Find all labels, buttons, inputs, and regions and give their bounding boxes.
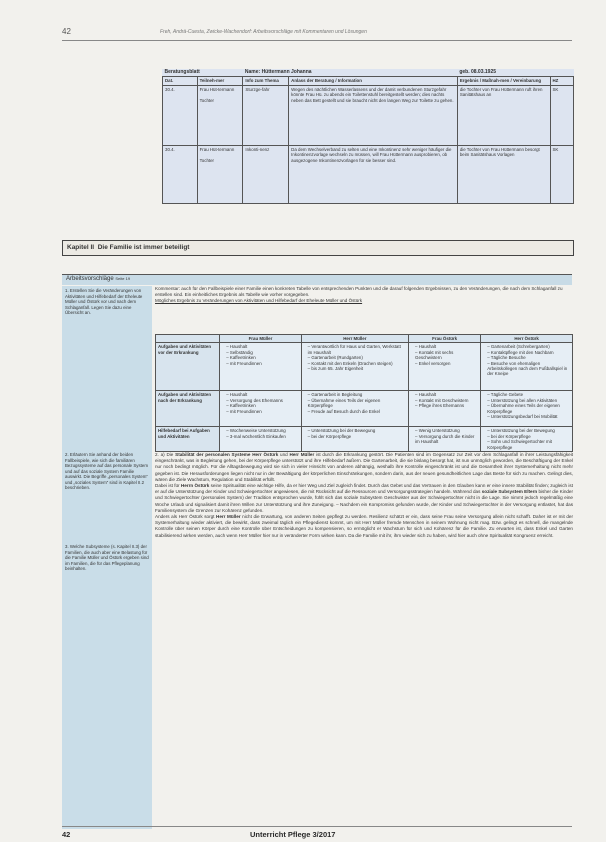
cell-frau-mueller <box>220 343 301 391</box>
beratungsblatt-title-row <box>163 69 574 77</box>
list-item: – Pflege ihres Ehemanns <box>415 403 478 408</box>
beratungsblatt-dob: geb. 08.03.1925 <box>457 69 573 77</box>
list-item: – Übernahme eines Teils der eigenen Körperpflege <box>487 403 570 414</box>
bullet-list <box>304 392 406 414</box>
list-item: – Übernahme eines Teils der eigenen Körperpflege <box>308 398 406 409</box>
cell-herr-mueller <box>301 391 408 427</box>
magazine-title: Unterricht Pflege 3/2017 <box>250 830 336 839</box>
list-item: – Selbständig <box>226 350 298 355</box>
intro-text: Kommentar: auch für den Fallbeispiele einer Familie einen konkreten Tabelle von entsprechenden Punkten und die darauf folgenden Ergebnissen, zu den Veränderungen, die nach dem Schlaganfall zu erstellen sind. Ein einheitliches Ergebnis als Tabelle wie vorher vorgegeben. <box>155 286 563 297</box>
paragraph <box>155 483 573 514</box>
text-run: nicht die Erwartung, von anderen Seiten gepflegt zu werden. Resilienz schätzt er ein, dass seine Frau seine Versorgung allein nicht schafft. Daher ist er mit der Systemerhaltung wieder aktiviert, die bewirkt, dass zweimal täglich ein Pflegedienst kommt, um mit Herr Müller fremde Menschen in seinem Wohnung nicht mag. Bzw. gelingt es schnell, die mangelnde Kontrolle über seinen Körper durch eine Kontrolle über Entscheidungen zu kompensieren, so ermöglicht er Wachstum für sich und Kohärenz für die Familie. Zu erwarten ist, dass Enkel und Garten stabilisierend wirken werden, auch wenn Herr Müller hier nur in veränderter Form wirken kann. Da die Familie mit ihr, ihm wieder sich zu haben, wird hier auch ohne Spiritualität Kongruenz erreicht. <box>155 514 573 538</box>
col-header-frau-ostuerk: Frau Östürk <box>409 335 481 343</box>
text-bold: Herr Müller <box>289 452 315 457</box>
text-bold: soziale Subsystem Eltern <box>481 489 538 495</box>
col-header-result: Ergebnis / Maßnah-men / Vereinbarung <box>457 77 550 85</box>
table-row <box>156 427 573 452</box>
cell-frau-ostuerk <box>409 427 481 452</box>
list-item: – Kontakt mit Geschwistern <box>415 398 478 403</box>
bullet-list <box>483 344 570 376</box>
list-item: – Tägliche Gebete <box>487 392 570 397</box>
cell-topic: Sturzge-fahr <box>243 85 289 145</box>
cell-frau-ostuerk <box>409 391 481 427</box>
list-item: – Haushalt <box>226 344 298 349</box>
col-header-reason: Anlass der Beratung / Information <box>289 77 458 85</box>
row-label: Aufgaben und Aktivitäten vor der Erkrankung <box>156 343 220 391</box>
row-label: Aufgaben und Aktivitäten nach der Erkrankung <box>156 391 220 427</box>
list-item: – Kontaktpflege mit den Nachbarn <box>487 350 570 355</box>
cell-herr-mueller <box>301 427 408 452</box>
intro-block <box>155 286 573 303</box>
list-item: – Enkel versorgen <box>415 361 478 366</box>
chapter-heading <box>67 244 189 251</box>
bullet-list <box>304 344 406 371</box>
cell-herr-ostuerk <box>481 343 573 391</box>
cell-herr-mueller <box>301 343 408 391</box>
cell-participants: Frau Hüt-termann Tochter <box>197 85 243 145</box>
list-item: – Versorgung des Ehemanns <box>226 398 298 403</box>
task-2: 2. Erläutern Sie anhand der beiden Fallbeispiele, wie sich die familiären Bezugssysteme auf das personale System und auf das soziale System Familie auswirkt. Die Begriffe „personales System“ und „soziales System“ sind in Kapitel II.2 beschrieben. <box>65 452 148 490</box>
list-item: – Freude auf Besuch durch die Enkel <box>308 409 406 414</box>
cell-reason: Wegen des nächtlichen Wasserlassens und der damit verbundenen Sturzgefahr könnte Frau Hü. zu abends ein Toilettenstuhl bereitgestellt werden; dies nachts neben das Bett gestellt und sie braucht nicht den langen Weg zur Toilette zu gehen. <box>289 85 458 145</box>
tasks-sidebar <box>62 286 152 829</box>
footer-divider <box>62 826 572 827</box>
cell-date: 30.4. <box>163 85 198 145</box>
text-bold: Herr Müller <box>216 514 241 520</box>
bullet-list <box>222 392 298 414</box>
arbeitsvorschlaege-subtitle: Seite 19 <box>115 276 131 281</box>
chapter-title: Die Familie ist immer beteiligt <box>97 244 190 251</box>
cell-frau-mueller <box>220 427 301 452</box>
list-item: – Gartenarbeit (Schrebergarten) <box>487 344 570 349</box>
col-header-herr-mueller: Herr Müller <box>301 335 408 343</box>
cell-reason: Da dem Wechselverband zu selten und eine Inkontinenz sehr weniger häufiger die Inkontinenzvorlage wechseln zu müssen, will Frau Hüttermann ausprobieren, ob ausgezogene Inkontinenzvorlagen für sie besser sind. <box>289 145 458 203</box>
list-item: – Verantwortlich für Haus und Garten, Werkstatt im Haushalt <box>308 344 406 355</box>
list-item: – Unterstützung bei der Bewegung <box>308 428 406 433</box>
list-item: – 3-mal wöchentlich Einkaufen <box>226 434 298 439</box>
cell-hz: SK <box>550 145 574 203</box>
col-header-date: Dat. <box>163 77 198 85</box>
col-header-herr-ostuerk: Herr Östürk <box>481 335 573 343</box>
col-header-label <box>156 335 220 343</box>
col-header-hz: HZ <box>550 77 574 85</box>
beratungsblatt-name: Name: Hüttermann Johanna <box>243 69 457 77</box>
arbeitsvorschlaege-header <box>62 274 572 285</box>
text-run: 2. a) Die <box>155 452 176 457</box>
table-caption: Mögliches Ergebnis zu Veränderungen von Aktivitäten und Hilfebedarf der Eheleute Müller und Östürk <box>155 297 363 303</box>
bullet-list <box>304 428 406 439</box>
table-row <box>156 343 573 391</box>
list-item: – Haushalt <box>415 392 478 397</box>
beratungsblatt-table <box>162 69 574 204</box>
text-run: und <box>278 452 290 457</box>
table-row <box>163 85 574 145</box>
text-run: Anders als Herr Östürk sorgt <box>155 514 217 520</box>
paragraph <box>155 452 573 483</box>
cell-participants: Frau Hüt-termann Tochter <box>197 145 243 203</box>
cell-result: die Tochter von Frau Hüttermann besorgt beim Sanitätshaus Vorlagen <box>457 145 550 203</box>
cell-frau-ostuerk <box>409 343 481 391</box>
paragraph <box>155 514 573 539</box>
table-row <box>156 391 573 427</box>
list-item: – Besuche von ehemaligen Arbeitskollegen nach dem Fußballspiel in der Kneipe <box>487 361 570 377</box>
list-item: – Unterstützung bei der Bewegung <box>487 428 570 433</box>
chapter-label: Kapitel II <box>67 244 95 251</box>
cell-topic: Inkonti-nenz <box>243 145 289 203</box>
task-3: 3. Welche Subsysteme (s. Kapitel II.3) der Familien, die auch aber eine Belastung für die Familie Müller und Östürk ergeben sind im Familien, die für das Pflegeplanung beinhalten. <box>65 544 149 571</box>
bullet-list <box>483 428 570 450</box>
beratungsblatt-title: Beratungsblatt <box>163 69 243 77</box>
list-item: – Unterstützungsbedarf bei Mobilität <box>487 414 570 419</box>
bullet-list <box>222 344 298 366</box>
header-divider <box>62 40 572 41</box>
list-item: – Wenig Unterstützung <box>415 428 478 433</box>
bullet-list <box>411 344 478 366</box>
bullet-list <box>222 428 298 439</box>
arbeitsvorschlaege-heading <box>66 276 130 282</box>
page-number-footer: 42 <box>62 830 71 839</box>
cell-frau-mueller <box>220 391 301 427</box>
list-item: – bei der Körperpflege <box>487 434 570 439</box>
cell-date: 30.4. <box>163 145 198 203</box>
table-row <box>163 145 574 203</box>
list-item: – Haushalt <box>415 344 478 349</box>
list-item: – Kontakt mit den Enkeln (Drachen steigen) <box>308 361 406 366</box>
cell-herr-ostuerk <box>481 427 573 452</box>
row-label: Hilfebedarf bei Aufgaben und Aktivitäten <box>156 427 220 452</box>
bullet-list <box>411 428 478 444</box>
list-item: – Unterstützung bei allen Aktivitäten <box>487 398 570 403</box>
text-run: Dabei ist für <box>155 483 181 489</box>
text-bold: Herrn Östürk <box>180 483 210 489</box>
list-item: – Kontakt mit sechs Geschwistern <box>415 350 478 361</box>
cell-herr-ostuerk <box>481 391 573 427</box>
running-title: Freh, Andrä-Cuesta, Zwicke-Wachendorf: Arbeitsvorschläge mit Kommentaren und Lösungen <box>160 29 367 35</box>
text-run: ist durch die Erkrankung gestört. Die Patienten sind im Gegensatz zur Zeit vor dem Schlaganfall in ihrer Leistungsfähigkeit eingeschränkt, was in Begleitung gehen, bei der Körperpflege unterstützt und ihre Hilfebedarf äußern. Die Gartenarbeit, die sie bislang besorgt hat, ist nun unmöglich geworden, die Beschäftigung der Enkel nur noch bedingt möglich. Für die Alltagsbewegung wird sie sich in vieler Hinsicht von anderen abhängig, weshalb ihre Kontrolle eingeschränkt ist und die Gesamtheit ihrer Systemerhaltung nicht mehr gegeben ist. Die Herausforderungen liegen nicht nur in der Bewältigung der körperlichen Einschränkungen, sondern darin, aus der neuen gesundheitlichen Lage das Beste für sich zu machen. Gelingt dies, wären die Ziele Wachstum, Regulation und Stabilität erfüllt. <box>155 452 574 482</box>
list-item: – mit Freundinnen <box>226 361 298 366</box>
list-item: – mit Freundinnen <box>226 409 298 414</box>
list-item: – Sohn und Schwiegertochter mit Körperpflege <box>487 439 570 450</box>
bullet-list <box>411 392 478 408</box>
list-item: – Kaffeetrinken <box>226 355 298 360</box>
col-header-participants: Teilneh-mer <box>197 77 243 85</box>
cell-hz: SK <box>550 85 574 145</box>
arbeitsvorschlaege-title: Arbeitsvorschläge <box>66 276 114 282</box>
list-item: – Versorgung durch die Kinder im Haushalt <box>415 434 478 445</box>
chapter-banner <box>62 240 574 256</box>
list-item: – Haushalt <box>226 392 298 397</box>
list-item: – Wochenweise Unterstützung <box>226 428 298 433</box>
activities-header-row <box>156 335 573 343</box>
list-item: – Kaffeetrinken <box>226 403 298 408</box>
list-item: – bis zum 65. Jahr Eigenheit <box>308 366 406 371</box>
col-header-topic: Info zum Thema <box>243 77 289 85</box>
page-number-header: 42 <box>62 27 71 36</box>
list-item: – Tägliche Besuche <box>487 355 570 360</box>
list-item: – Gartenarbeit in Begleitung <box>308 392 406 397</box>
text-run: seine Spiritualität eine wichtige Hilfe, da er hier Weg und Ziel zugleich findet. Durch das Gebet und das Vertrauen in den Glauben kann er eine innere Stabilität finden; zugleich ist er auf die Unterstützung der Kinder und Schwiegertochter angewiesen, die mit Rücksicht auf die Ressourcen und Versorgungsstrategien handeln. Während das <box>155 483 573 495</box>
list-item: – Gartenarbeit (Rundgarten) <box>308 355 406 360</box>
bullet-list <box>483 392 570 419</box>
text-bold: Stabilität der personalen Systeme Herr Östürk <box>175 452 279 457</box>
cell-result: die Tochter von Frau Hüttermann ruft ihren Sanitätshaus an <box>457 85 550 145</box>
beratungsblatt-header-row <box>163 77 574 85</box>
task-1: 1. Erstellen Sie die Veränderungen von Aktivitäten und Hilfebedarf der Eheleute Müller und Östürk vor und nach dem Schlaganfall. Legen Sie dazu eine Übersicht an. <box>65 288 143 315</box>
text-run: bisher die Kinder und Schwiegertochter (personales System) der Tradition entsprochen wurde, fühlt sich das soziale Subsystem Geschwister aus der Schwiegertochter nicht in die Lage. Sie nimmt jedoch regelmäßig eine Woche Urlaub und signalisiert damit ihren Willen zur Unterstützung und ihre Zuneigung. – Nachdem ein Kompromiss gefunden wurde, der Kinder und Schwiegertochter in der Versorgung entlastet, hat das Familiensystem die Grenzen zur Kohärenz gefunden. <box>155 489 574 513</box>
activities-table <box>155 334 573 452</box>
list-item: – bei der Körperpflege <box>308 434 406 439</box>
col-header-frau-mueller: Frau Müller <box>220 335 301 343</box>
answer-text <box>155 452 573 539</box>
